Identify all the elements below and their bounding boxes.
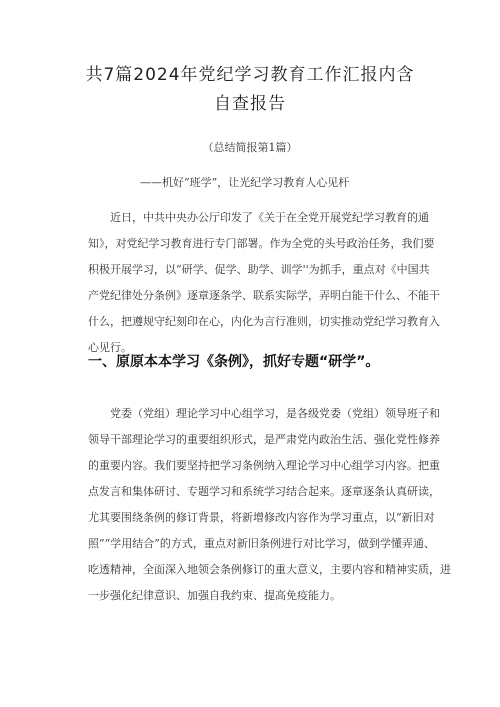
paragraph-line: 知》，对党纪学习教育进行专门部署。作为全党的头号政治任务，我们要 (88, 237, 435, 250)
paragraph-line: 吃透精神，全面深入地领会条例修订的重大意义，主要内容和精神实质，进 (88, 563, 451, 576)
paragraph-line: 积极开展学习，以“研学、促学、助学、训学''为抓手，重点对《中国共 (88, 263, 430, 276)
paragraph-line: 党委（党组）理论学习中心组学习，是各级党委（党组）领导班子和 (110, 407, 440, 420)
paragraph-section-1 (88, 401, 451, 609)
document-tagline: ——机好“班学”，让光纪学习教育人心见杆 (140, 176, 350, 189)
paragraph-line: 什么，把遵规守纪刻印在心，内化为言行准则，切实推动党纪学习教育入 (88, 315, 440, 328)
paragraph-line: 产党纪律处分条例》逐章逐条学、联系实际学，弄明白能干什么、不能干 (88, 289, 440, 302)
paragraph-line: 近日，中共中央办公厅印发了《关于在全党开展党纪学习教育的通 (110, 211, 429, 224)
paragraph-line: 点发言和集体研讨、专题学习和系统学习结合起来。逐章逐条认真研读， (88, 485, 440, 498)
paragraph-line: 心见行。 (88, 341, 132, 354)
document-subtitle: （总结简报第1篇） (202, 141, 298, 154)
paragraph-line: 领导干部理论学习的重要组织形式，是严肃党内政治生活、强化党性修养 (88, 433, 440, 446)
paragraph-intro (88, 205, 440, 361)
document-title-line2: 自查报告 (214, 94, 286, 114)
paragraph-line: 的重要内容。我们要坚持把学习条例纳入理论学习中心组学习内容。把重 (88, 459, 440, 472)
section-heading-1: 一、原原本本学习《条例》，抓好专题“研学”。 (88, 354, 380, 370)
document-title-line1: 共7篇2024年党纪学习教育工作汇报内含 (85, 65, 415, 85)
paragraph-line: 尤其要围绕条例的修订背景，将新增修改内容作为学习重点，以“新旧对 (88, 511, 435, 524)
paragraph-line: 一步强化纪律意识、加强自我约束、提高免疫能力。 (88, 589, 341, 602)
paragraph-line: 照”“学用结合”的方式，重点对新旧条例进行对比学习，做到学懂弄通、 (88, 537, 435, 550)
